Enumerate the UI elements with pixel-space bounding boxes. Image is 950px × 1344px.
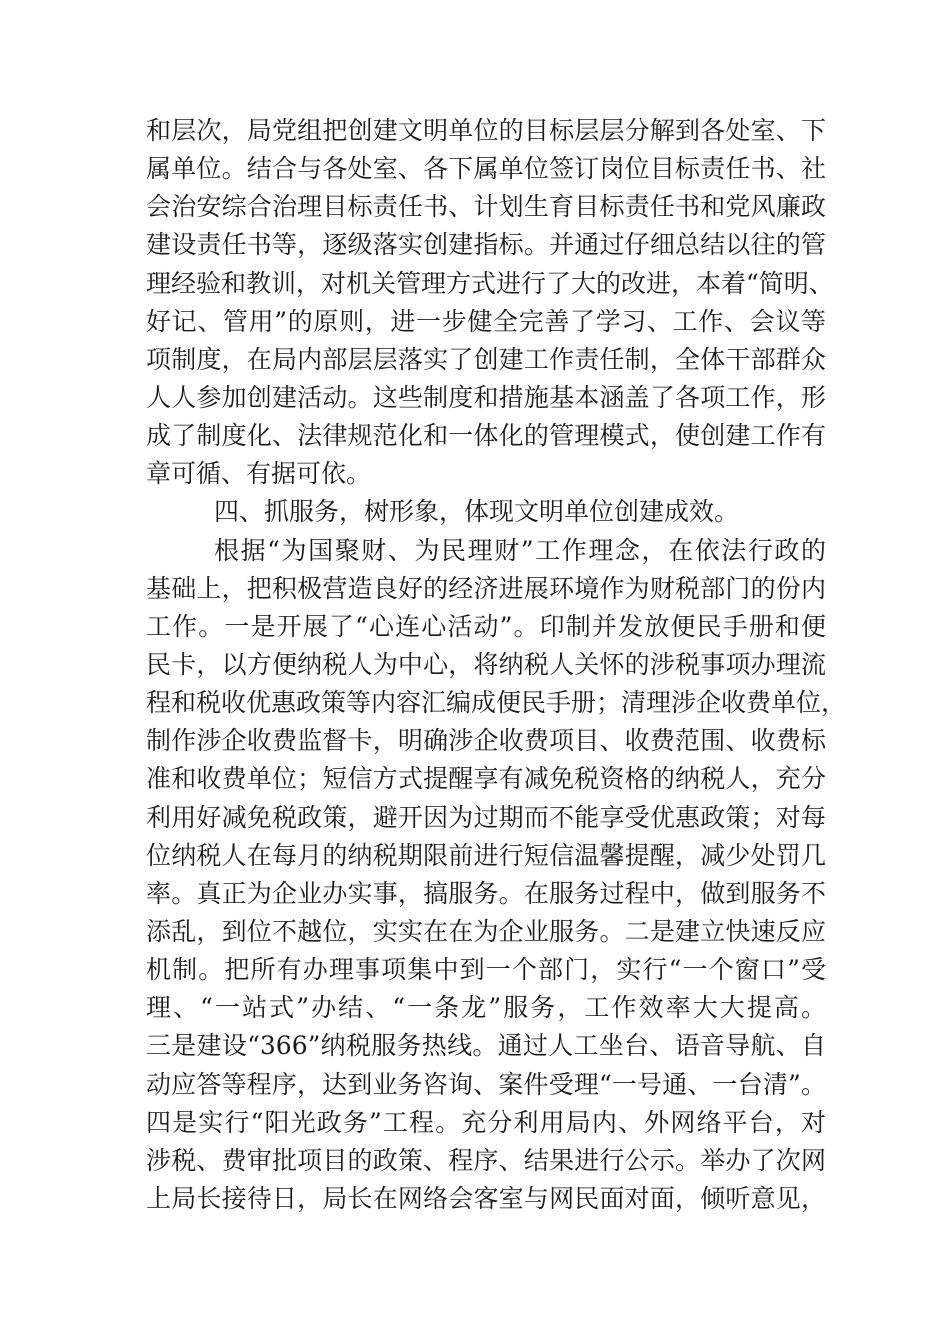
text-line: 准和收费单位；短信方式提醒享有减免税资格的纳税人，充分 (146, 764, 826, 794)
text-line: 好记、管用”的原则，进一步健全完善了学习、工作、会议等 (146, 306, 826, 336)
text-line: 章可循、有据可依。 (146, 459, 372, 489)
text-line: 理、“一站式”办结、“一条龙”服务，工作效率大大提高。 (146, 993, 826, 1023)
text-line: 利用好减免税政策，避开因为过期而不能享受优惠政策；对每 (146, 802, 826, 832)
text-line: 制作涉企收费监督卡，明确涉企收费项目、收费范围、收费标 (146, 726, 826, 756)
text-line: 民卡，以方便纳税人为中心，将纳税人关怀的涉税事项办理流 (146, 649, 826, 679)
text-line: 理经验和教训，对机关管理方式进行了大的改进，本着“简明、 (146, 268, 834, 298)
text-line: 上局长接待日，局长在网络会客室与网民面对面，倾听意见， (146, 1183, 826, 1213)
text-line: 三是建设“366”纳税服务热线。通过人工坐台、语音导航、自 (146, 1031, 826, 1061)
text-line: 动应答等程序，达到业务咨询、案件受理“一号通、一台清”。 (146, 1069, 826, 1099)
text-line: 基础上，把积极营造良好的经济进展环境作为财税部门的份内 (146, 573, 826, 603)
text-line: 率。真正为企业办实事，搞服务。在服务过程中，做到服务不 (146, 878, 826, 908)
document-body (146, 112, 847, 1218)
text-line: 四是实行“阳光政务”工程。充分利用局内、外网络平台，对 (146, 1107, 826, 1137)
text-line: 位纳税人在每月的纳税期限前进行短信温馨提醒，减少处罚几 (146, 840, 826, 870)
text-line: 程和税收优惠政策等内容汇编成便民手册；清理涉企收费单位， (146, 688, 847, 718)
text-line: 项制度，在局内部层层落实了创建工作责任制，全体干部群众 (146, 344, 826, 374)
text-line: 和层次，局党组把创建文明单位的目标层层分解到各处室、下 (146, 116, 826, 145)
text-line: 添乱，到位不越位，实实在在为企业服务。二是建立快速反应 (146, 916, 826, 946)
text-line: 属单位。结合与各处室、各下属单位签订岗位目标责任书、社 (146, 154, 826, 184)
text-line: 成了制度化、法律规范化和一体化的管理模式，使创建工作有 (146, 421, 826, 451)
text-line: 工作。一是开展了“心连心活动”。印制并发放便民手册和便 (146, 611, 826, 641)
text-line: 会治安综合治理目标责任书、计划生育目标责任书和党风廉政 (146, 192, 826, 222)
text-line: 机制。把所有办理事项集中到一个部门，实行“一个窗口”受 (146, 955, 826, 985)
text-line: 根据“为国聚财、为民理财”工作理念，在依法行政的 (214, 535, 826, 565)
text-line: 建设责任书等，逐级落实创建指标。并通过仔细总结以往的管 (146, 230, 826, 260)
text-line: 四、抓服务，树形象，体现文明单位创建成效。 (214, 497, 740, 527)
text-line: 涉税、费审批项目的政策、程序、结果进行公示。举办了次网 (146, 1145, 826, 1175)
text-line: 人人参加创建活动。这些制度和措施基本涵盖了各项工作，形 (146, 382, 826, 412)
